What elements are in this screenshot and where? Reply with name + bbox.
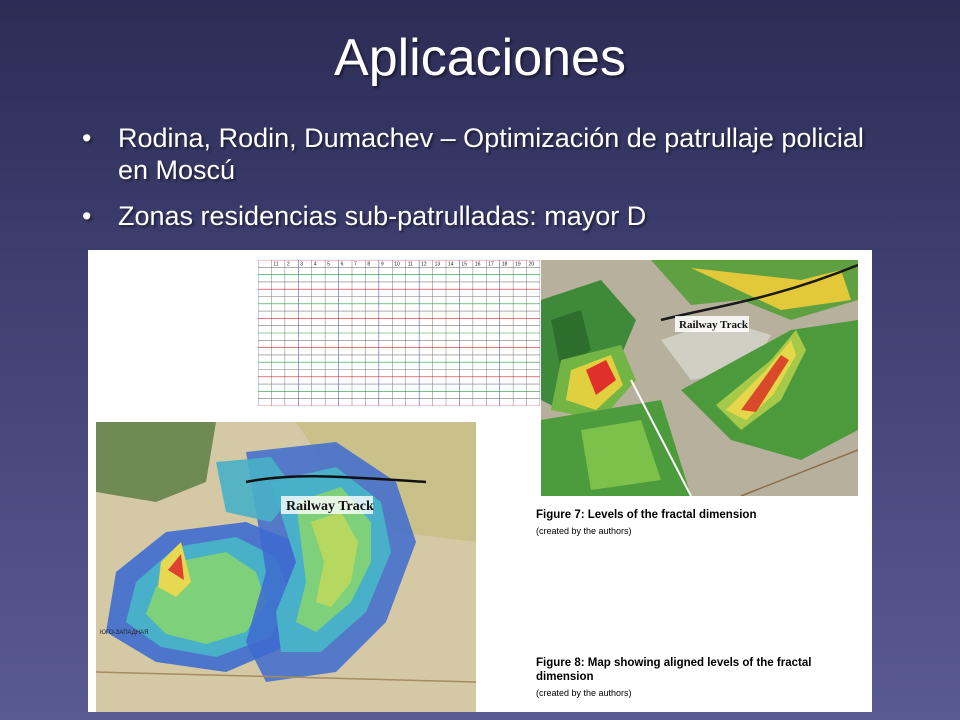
- fractal-grid-table: [258, 260, 540, 406]
- bullet-marker: •: [82, 123, 92, 153]
- aligned-fractal-map: [96, 422, 476, 712]
- bullet-marker: •: [82, 201, 92, 231]
- table-header-cell: 19: [515, 261, 521, 268]
- fractal-levels-map: [541, 260, 858, 496]
- figure-panel: [88, 250, 872, 712]
- railway-track-label-small: Railway Track: [679, 319, 748, 331]
- table-header-cell: 14: [448, 261, 454, 268]
- table-header-cell: 11: [273, 261, 279, 268]
- table-header-cell: 17: [488, 261, 494, 268]
- table-header-cell: 15: [461, 261, 467, 268]
- bullet-item: [82, 200, 882, 232]
- bullet-list: [82, 122, 882, 246]
- figure-8-title: Figure 8: Map showing aligned levels of the fractal dimension: [536, 657, 812, 683]
- railway-track-label: Railway Track: [286, 499, 374, 514]
- figure-7-source: (created by the authors): [536, 526, 632, 536]
- table-header-cell: 4: [313, 261, 317, 268]
- table-header-cell: 20: [528, 261, 535, 268]
- bullet-text: Zonas residencias sub-patrulladas: mayor D: [118, 201, 647, 231]
- figure-8-caption: [536, 656, 856, 698]
- figure-7-title: Figure 7: Levels of the fractal dimension: [536, 509, 757, 521]
- table-header-cell: 2: [286, 261, 290, 268]
- table-header-cell: 9: [380, 261, 384, 268]
- table-header-cell: 12: [421, 261, 427, 268]
- table-header-cell: 18: [501, 261, 508, 268]
- table-header-cell: 6: [340, 261, 344, 268]
- district-label: ЮГО-ЗАПАДНАЯ: [100, 630, 149, 636]
- table-header-cell: 3: [300, 261, 304, 268]
- table-header-cell: 11: [407, 261, 413, 268]
- table-header-cell: 13: [434, 261, 441, 268]
- figure-7-caption: [536, 508, 856, 536]
- bullet-item: [82, 122, 882, 186]
- bullet-text: Rodina, Rodin, Dumachev – Optimización de patrullaje policial en Moscú: [118, 123, 864, 185]
- table-header-cell: 5: [327, 261, 330, 268]
- table-header-cell: 10: [394, 261, 400, 268]
- slide-title: Aplicaciones: [334, 29, 626, 87]
- table-header-cell: 7: [354, 261, 357, 268]
- table-header-cell: 16: [474, 261, 481, 268]
- table-header-cell: 8: [367, 261, 371, 268]
- figure-8-source: (created by the authors): [536, 688, 632, 698]
